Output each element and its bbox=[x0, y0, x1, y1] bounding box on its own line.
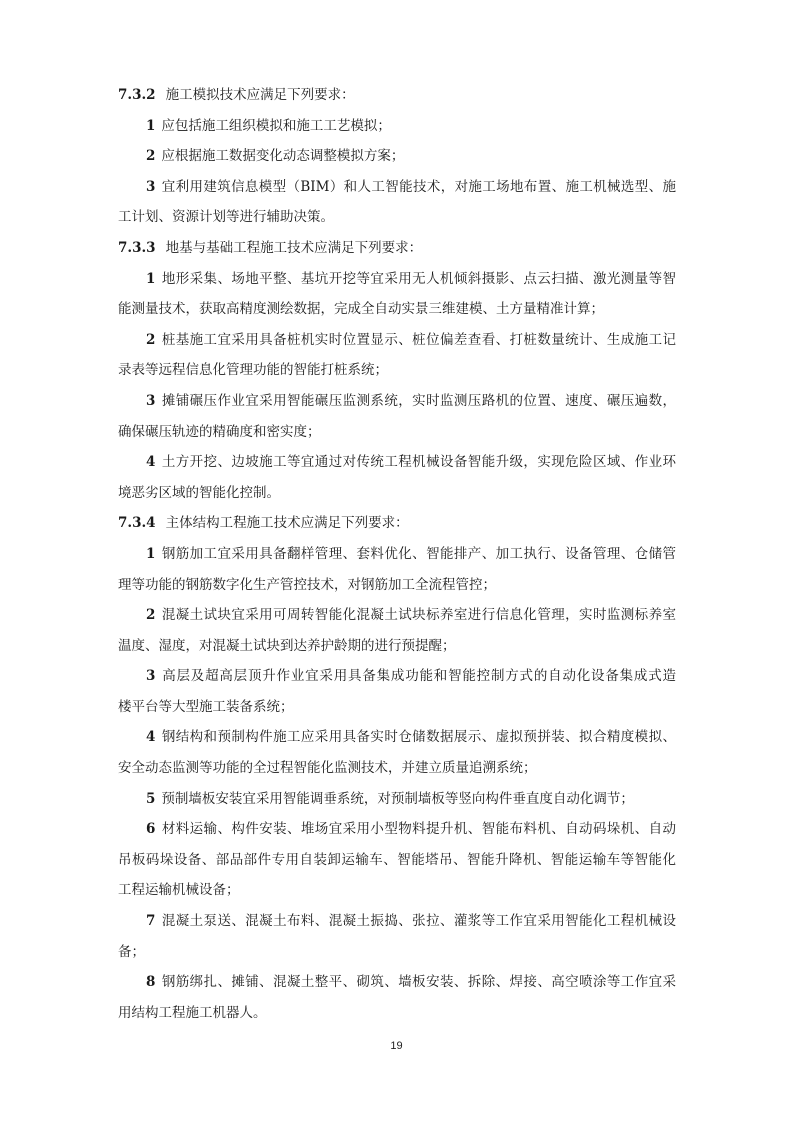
list-item bbox=[118, 386, 676, 417]
list-item-continuation bbox=[118, 631, 676, 662]
list-item-continuation bbox=[118, 355, 676, 386]
document-body bbox=[118, 80, 676, 1028]
item-text: 高层及超高层顶升作业宜采用具备集成功能和智能控制方式的自动化设备集成式造 bbox=[161, 668, 676, 685]
item-number: 3 bbox=[146, 392, 156, 409]
item-text: 录表等远程信息化管理功能的智能打桩系统； bbox=[118, 362, 388, 379]
list-item bbox=[118, 600, 676, 631]
item-text: 地形采集、场地平整、基坑开挖等宜采用无人机倾斜摄影、点云扫描、激光测量等智 bbox=[161, 270, 676, 287]
item-text: 摊铺碾压作业宜采用智能碾压监测系统，实时监测压路机的位置、速度、碾压遍数， bbox=[161, 392, 676, 409]
list-item-continuation bbox=[118, 998, 676, 1029]
item-text: 吊板码垛设备、部品部件专用自装卸运输车、智能塔吊、智能升降机、智能运输车等智能化 bbox=[118, 851, 676, 868]
clause-heading bbox=[118, 80, 676, 111]
item-number: 8 bbox=[146, 974, 156, 991]
item-text: 钢筋加工宜采用具备翻样管理、套料优化、智能排产、加工执行、设备管理、仓储管 bbox=[161, 545, 676, 562]
item-number: 1 bbox=[146, 117, 156, 134]
list-item-continuation bbox=[118, 692, 676, 723]
item-number: 2 bbox=[146, 331, 156, 348]
list-item bbox=[118, 906, 676, 937]
item-text: 备； bbox=[118, 943, 145, 960]
list-item-continuation bbox=[118, 937, 676, 968]
list-item bbox=[118, 784, 676, 815]
list-item-continuation bbox=[118, 478, 676, 509]
item-number: 7 bbox=[146, 913, 156, 930]
list-item-continuation bbox=[118, 753, 676, 784]
item-text: 钢筋绑扎、摊铺、混凝土整平、砌筑、墙板安装、拆除、焊接、高空喷涂等工作宜采 bbox=[161, 974, 676, 991]
list-item bbox=[118, 447, 676, 478]
item-number: 2 bbox=[146, 148, 156, 165]
item-text: 应包括施工组织模拟和施工工艺模拟； bbox=[161, 117, 391, 134]
clause-number: 7.3.3 bbox=[118, 239, 156, 256]
item-number: 3 bbox=[146, 668, 156, 685]
item-number: 4 bbox=[146, 729, 156, 746]
clause-number: 7.3.2 bbox=[118, 87, 156, 103]
item-text: 理等功能的钢筋数字化生产管控技术，对钢筋加工全流程管控； bbox=[118, 576, 496, 593]
item-text: 土方开挖、边坡施工等宜通过对传统工程机械设备智能升级，实现危险区域、作业环 bbox=[161, 454, 676, 471]
item-text: 能测量技术，获取高精度测绘数据，完成全自动实景三维建模、土方量精准计算； bbox=[118, 301, 604, 318]
list-item-continuation bbox=[118, 417, 676, 448]
list-item-continuation bbox=[118, 294, 676, 325]
list-item bbox=[118, 141, 676, 172]
item-text: 混凝土试块宜采用可周转智能化混凝土试块标养室进行信息化管理，实时监测标养室 bbox=[161, 607, 676, 624]
item-text: 境恶劣区域的智能化控制。 bbox=[118, 484, 280, 501]
item-text: 材料运输、构件安装、堆场宜采用小型物料提升机、智能布料机、自动码垛机、自动 bbox=[161, 821, 676, 838]
item-text: 应根据施工数据变化动态调整模拟方案； bbox=[161, 148, 405, 165]
item-text: 混凝土泵送、混凝土布料、混凝土振捣、张拉、灌浆等工作宜采用智能化工程机械设 bbox=[161, 913, 676, 930]
item-text: 工计划、资源计划等进行辅助决策。 bbox=[118, 209, 334, 226]
item-text: 钢结构和预制构件施工应采用具备实时仓储数据展示、虚拟预拼装、拟合精度模拟、 bbox=[161, 729, 676, 746]
item-text: 安全动态监测等功能的全过程智能化监测技术，并建立质量追溯系统； bbox=[118, 760, 537, 777]
list-item bbox=[118, 967, 676, 998]
list-item bbox=[118, 539, 676, 570]
item-text: 工程运输机械设备； bbox=[118, 882, 240, 899]
item-text: 宜利用建筑信息模型（BIM）和人工智能技术，对施工场地布置、施工机械选型、施 bbox=[161, 178, 676, 195]
item-number: 4 bbox=[146, 454, 156, 471]
clause-title: 地基与基础工程施工技术应满足下列要求： bbox=[165, 239, 423, 256]
item-number: 2 bbox=[146, 607, 156, 624]
clause-title: 主体结构工程施工技术应满足下列要求： bbox=[165, 515, 409, 532]
list-item bbox=[118, 722, 676, 753]
list-item bbox=[118, 111, 676, 142]
list-item bbox=[118, 172, 676, 203]
clause-heading bbox=[118, 508, 676, 539]
page-number: 19 bbox=[390, 1040, 403, 1052]
list-item-continuation bbox=[118, 845, 676, 876]
list-item-continuation bbox=[118, 202, 676, 233]
item-number: 3 bbox=[146, 178, 156, 195]
clause-title: 施工模拟技术应满足下列要求： bbox=[165, 87, 355, 103]
list-item-continuation bbox=[118, 875, 676, 906]
item-number: 6 bbox=[146, 821, 156, 838]
item-number: 1 bbox=[146, 270, 156, 287]
item-text: 预制墙板安装宜采用智能调垂系统，对预制墙板等竖向构件垂直度自动化调节； bbox=[161, 790, 634, 807]
item-text: 用结构工程施工机器人。 bbox=[118, 1004, 267, 1021]
item-text: 确保碾压轨迹的精确度和密实度； bbox=[118, 423, 321, 440]
list-item bbox=[118, 325, 676, 356]
item-text: 楼平台等大型施工装备系统； bbox=[118, 698, 294, 715]
clause-heading bbox=[118, 233, 676, 264]
list-item bbox=[118, 814, 676, 845]
item-number: 5 bbox=[146, 790, 156, 807]
list-item bbox=[118, 661, 676, 692]
item-number: 1 bbox=[146, 545, 156, 562]
item-text: 温度、湿度，对混凝土试块到达养护龄期的进行预提醒； bbox=[118, 637, 456, 654]
list-item bbox=[118, 264, 676, 295]
list-item-continuation bbox=[118, 570, 676, 601]
clause-number: 7.3.4 bbox=[118, 515, 156, 532]
item-text: 桩基施工宜采用具备桩机实时位置显示、桩位偏差查看、打桩数量统计、生成施工记 bbox=[161, 331, 676, 348]
